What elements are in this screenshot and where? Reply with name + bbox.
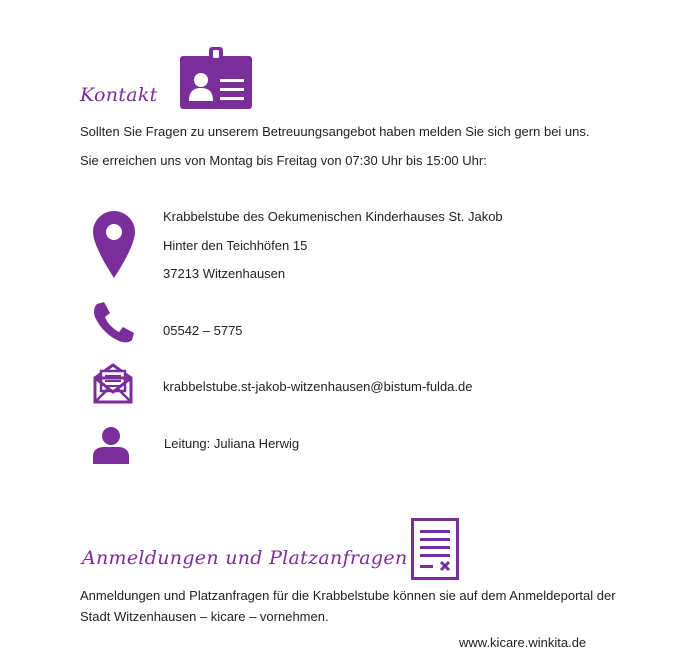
kicare-link[interactable]: www.kicare.winkita.de xyxy=(459,635,587,650)
form-document-icon xyxy=(411,518,459,580)
location-pin-icon xyxy=(93,211,135,278)
kontakt-intro: Sollten Sie Fragen zu unserem Betreuungsangebot haben melden Sie sich gern bei uns. xyxy=(80,124,590,139)
address-street: Hinter den Teichhöfen 15 xyxy=(163,238,308,253)
anmeldung-heading: Anmeldungen und Platzanfragen xyxy=(82,547,408,569)
phone-number[interactable]: 05542 – 5775 xyxy=(163,323,243,338)
anmeldung-paragraph: Anmeldungen und Platzanfragen für die Krabbelstube können sie auf dem Anmeldeportal der Stadt Witzenhausen – kicare – vornehmen. xyxy=(80,588,616,624)
kontakt-hours: Sie erreichen uns von Montag bis Freitag von 07:30 Uhr bis 15:00 Uhr: xyxy=(80,153,487,168)
kontakt-heading: Kontakt xyxy=(80,84,158,106)
address-name: Krabbelstube des Oekumenischen Kinderhauses St. Jakob xyxy=(163,209,503,224)
lead-text: Leitung: Juliana Herwig xyxy=(164,436,300,451)
phone-icon xyxy=(93,301,135,343)
envelope-icon xyxy=(93,362,133,404)
address-city: 37213 Witzenhausen xyxy=(163,266,286,281)
person-icon xyxy=(93,426,129,464)
contact-card-icon xyxy=(180,47,252,109)
email-address[interactable]: krabbelstube.st-jakob-witzenhausen@bistum-fulda.de xyxy=(163,379,473,394)
